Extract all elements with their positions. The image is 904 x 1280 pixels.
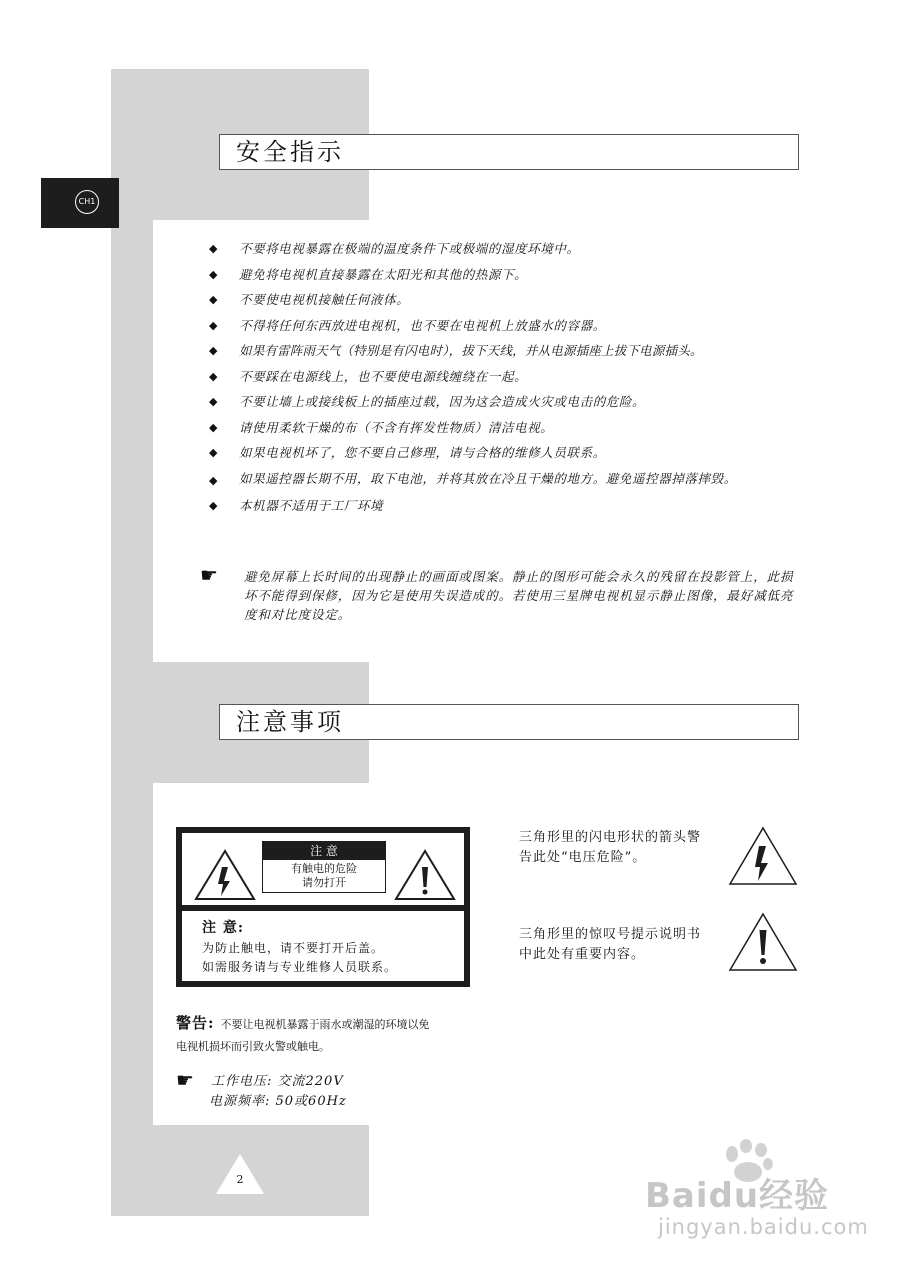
diamond-bullet-icon: ◆ — [209, 420, 219, 434]
caution-title: 注意事项 — [219, 704, 799, 740]
caution-label-line2: 请勿打开 — [302, 876, 346, 889]
note-text: 避免屏幕上长时间的出现静止的画面或图案。静止的图形可能会永久的残留在投影管上，此损坏不能得到保修，因为它是使用失误造成的。若使用三星牌电视机显示静止图像，最好减低亮度和对比度设定。 — [244, 569, 794, 622]
pointing-hand-icon: ☛ — [176, 1068, 195, 1092]
diamond-bullet-icon: ◆ — [209, 499, 219, 512]
list-item: ◆ 如果遥控器长期不用，取下电池，并将其放在冷且干燥的地方。避免遥控器掉落摔毁。 — [207, 468, 794, 490]
warning-text-2: 电视机损坏而引致火警或触电。 — [176, 1040, 330, 1053]
list-item: ◆ 不要将电视暴露在极端的温度条件下或极端的湿度环境中。 — [209, 241, 580, 256]
diamond-bullet-icon: ◆ — [209, 473, 219, 487]
diamond-bullet-icon: ◆ — [209, 395, 219, 408]
list-item: ◆ 不得将任何东西放进电视机，也不要在电视机上放盛水的容器。 — [209, 317, 606, 333]
spec-frequency: 电源频率: 50或60Hz — [209, 1094, 347, 1109]
lightning-symbol-icon — [728, 826, 798, 886]
list-item: ◆ 本机器不适用于工厂环境 — [209, 498, 384, 513]
list-item: ◆ 不要使电视机接触任何液体。 — [209, 292, 410, 307]
diamond-bullet-icon: ◆ — [209, 242, 219, 255]
caution-label — [176, 827, 470, 987]
safety-list — [207, 240, 807, 523]
caution-box-line2: 如需服务请与专业维修人员联系。 — [202, 960, 398, 974]
pointing-hand-icon: ☛ — [200, 563, 218, 587]
warning-block — [176, 1012, 476, 1058]
watermark-brand: Baidu经验 — [645, 1176, 830, 1216]
power-specs — [176, 1068, 347, 1112]
list-item: ◆ 不要踩在电源线上，也不要使电源线缠绕在一起。 — [209, 368, 528, 384]
diamond-bullet-icon: ◆ — [209, 267, 219, 281]
diamond-bullet-icon: ◆ — [209, 293, 219, 306]
page-number: 2 — [236, 1173, 244, 1186]
safety-title: 安全指示 — [219, 134, 799, 170]
warning-label: 警告: — [176, 1014, 215, 1032]
diamond-bullet-icon: ◆ — [209, 344, 218, 357]
screen-note — [200, 563, 800, 624]
exclamation-triangle-icon — [394, 849, 456, 901]
caution-box-title: 注 意: — [202, 920, 245, 936]
lightning-triangle-icon — [194, 849, 256, 901]
warning-text-1: 不要让电视机暴露于雨水或潮湿的环境以免 — [220, 1018, 430, 1031]
list-item: ◆ 避免将电视机直接暴露在太阳光和其他的热源下。 — [209, 266, 528, 282]
list-item: ◆ 不要让墙上或接线板上的插座过载，因为这会造成火灾或电击的危险。 — [209, 394, 646, 409]
watermark-url: jingyan.baidu.com — [658, 1215, 869, 1239]
exclamation-description: 三角形里的惊叹号提示说明书 中此处有重要内容。 — [519, 927, 702, 962]
chapter-tab — [41, 178, 119, 228]
diamond-bullet-icon: ◆ — [209, 318, 219, 332]
diamond-bullet-icon: ◆ — [209, 446, 219, 459]
diamond-bullet-icon: ◆ — [209, 369, 219, 383]
caution-center-label — [262, 841, 386, 893]
list-item: ◆ 如果电视机坏了，您不要自己修理，请与合格的维修人员联系。 — [209, 445, 606, 460]
lightning-description: 三角形里的闪电形状的箭头警 告此处“电压危险”。 — [519, 830, 702, 865]
exclamation-symbol-icon — [728, 912, 798, 972]
caution-label-bottom — [182, 911, 464, 981]
list-item: ◆ 如果有雷阵雨天气（特别是有闪电时），拔下天线，并从电源插座上拔下电源插头。 — [209, 343, 703, 358]
caution-label-line1: 有触电的危险 — [291, 862, 357, 875]
list-item: ◆ 请使用柔软干燥的布（不含有挥发性物质）清洁电视。 — [209, 419, 554, 435]
chapter-label: CH1 — [75, 190, 99, 214]
caution-label-heading: 注 意 — [263, 842, 385, 860]
caution-box-line1: 为防止触电，请不要打开后盖。 — [202, 941, 385, 955]
caution-label-top — [182, 833, 464, 905]
spec-voltage: 工作电压: 交流220V — [211, 1074, 344, 1089]
